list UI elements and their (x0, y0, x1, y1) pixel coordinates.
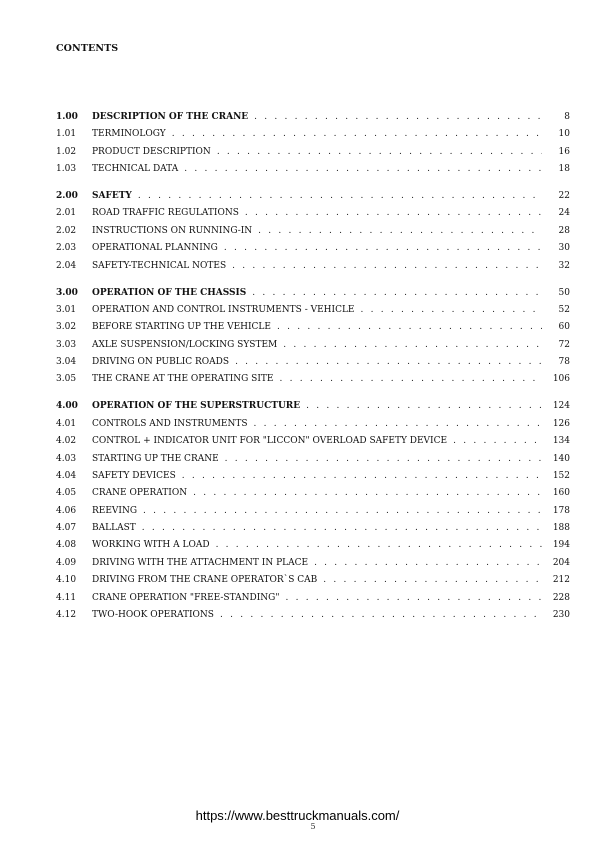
toc-entry-row (56, 471, 570, 488)
toc-entry-row (56, 593, 570, 610)
toc-number: 4.05 (56, 488, 77, 499)
toc-title: CRANE OPERATION (92, 488, 188, 499)
toc-title: THE CRANE AT THE OPERATING SITE (92, 374, 274, 385)
toc-section-row (56, 112, 570, 129)
toc-title: CONTROLS AND INSTRUMENTS (92, 418, 248, 429)
toc-number: 3.02 (56, 322, 77, 333)
toc-entry-row (56, 575, 570, 592)
toc-section-row (56, 191, 570, 208)
toc-title: TWO-HOOK OPERATIONS (92, 610, 214, 621)
toc-number: 2.03 (56, 243, 77, 254)
toc-leader-dots (252, 288, 542, 298)
page-title: CONTENTS (56, 43, 119, 54)
toc-number: 1.03 (56, 164, 77, 175)
toc-title: STARTING UP THE CRANE (92, 453, 219, 464)
toc-entry-row (56, 610, 570, 627)
toc-leader-dots (361, 305, 542, 315)
toc-entry-row (56, 322, 570, 339)
toc-entry-row (56, 129, 570, 146)
toc-entry-row (56, 243, 570, 260)
toc-leader-dots (193, 488, 542, 498)
toc-entry-row (56, 261, 570, 278)
toc-number: 3.00 (56, 287, 78, 298)
toc-leader-dots (172, 129, 542, 139)
toc-page-number: 18 (558, 164, 570, 175)
toc-leader-dots (182, 471, 542, 481)
toc-number: 4.11 (56, 592, 77, 603)
toc-number: 4.00 (56, 401, 78, 412)
toc-number: 4.02 (56, 436, 77, 447)
toc-title: INSTRUCTIONS ON RUNNING-IN (92, 225, 253, 236)
toc-number: 4.04 (56, 470, 77, 481)
toc-leader-dots (323, 575, 542, 585)
toc-number: 4.12 (56, 610, 77, 621)
toc-leader-dots (285, 593, 542, 603)
toc-leader-dots (142, 523, 542, 533)
toc-leader-dots (232, 261, 542, 271)
toc-page-number: 60 (558, 322, 570, 333)
toc-entry-row (56, 558, 570, 575)
toc-entry-row (56, 374, 570, 391)
toc-leader-dots (184, 164, 542, 174)
toc-entry-row (56, 540, 570, 557)
toc-page-number: 230 (552, 610, 570, 621)
toc-title: BEFORE STARTING UP THE VEHICLE (92, 322, 271, 333)
toc-entry-row (56, 419, 570, 436)
toc-page-number: 8 (564, 112, 570, 122)
toc-title: BALLAST (92, 523, 136, 534)
toc-entry-row (56, 357, 570, 374)
toc-page-number: 28 (558, 225, 570, 236)
toc-page-number: 194 (552, 540, 570, 551)
toc-title: DRIVING FROM THE CRANE OPERATOR`S CAB (92, 575, 318, 586)
toc-title: OPERATION OF THE SUPERSTRUCTURE (92, 401, 301, 412)
toc-number: 2.04 (56, 260, 77, 271)
toc-title: AXLE SUSPENSION/LOCKING SYSTEM (92, 339, 278, 350)
toc-leader-dots (258, 226, 542, 236)
toc-number: 3.01 (56, 304, 77, 315)
toc-page-number: 134 (552, 436, 570, 447)
toc-number: 4.10 (56, 575, 77, 586)
toc-title: TERMINOLOGY (92, 129, 166, 140)
toc-entry-row (56, 208, 570, 225)
toc-page-number: 106 (552, 374, 570, 385)
toc-page-number: 30 (558, 243, 570, 254)
toc-title: DRIVING ON PUBLIC ROADS (92, 357, 230, 368)
toc-number: 3.05 (56, 374, 77, 385)
toc-leader-dots (283, 340, 542, 350)
toc-page-number: 22 (558, 191, 570, 202)
toc-page-number: 212 (552, 575, 570, 586)
toc-title: PRODUCT DESCRIPTION (92, 146, 211, 157)
toc-leader-dots (138, 191, 542, 201)
toc-title: WORKING WITH A LOAD (92, 540, 210, 551)
toc-number: 3.04 (56, 357, 77, 368)
toc-entry-row (56, 164, 570, 181)
toc-page-number: 160 (552, 488, 570, 499)
toc-leader-dots (306, 401, 542, 411)
toc-number: 4.08 (56, 540, 77, 551)
toc-leader-dots (314, 558, 542, 568)
toc-title: CONTROL + INDICATOR UNIT FOR "LICCON" OVERLOAD SAFETY DEVICE (92, 436, 448, 447)
toc-title: OPERATION OF THE CHASSIS (92, 287, 247, 298)
toc-section-row (56, 401, 570, 418)
toc-number: 4.09 (56, 557, 77, 568)
toc-section (56, 191, 570, 278)
toc-number: 2.01 (56, 208, 77, 219)
toc-page-number: 152 (552, 470, 570, 481)
table-of-contents (56, 112, 570, 637)
toc-leader-dots (217, 147, 542, 157)
toc-title: ROAD TRAFFIC REGULATIONS (92, 208, 239, 219)
toc-title: TECHNICAL DATA (92, 164, 179, 175)
toc-entry-row (56, 340, 570, 357)
toc-number: 3.03 (56, 339, 77, 350)
toc-page-number: 124 (552, 401, 570, 412)
toc-leader-dots (277, 322, 542, 332)
toc-section (56, 401, 570, 627)
toc-entry-row (56, 506, 570, 523)
toc-leader-dots (245, 208, 542, 218)
toc-entry-row (56, 226, 570, 243)
toc-page-number: 126 (552, 418, 570, 429)
toc-page-number: 32 (558, 260, 570, 271)
toc-leader-dots (235, 357, 542, 367)
toc-number: 1.01 (56, 129, 77, 140)
toc-page-number: 188 (552, 523, 570, 534)
toc-number: 4.03 (56, 453, 77, 464)
toc-number: 4.06 (56, 505, 77, 516)
toc-title: SAFETY DEVICES (92, 470, 176, 481)
page-number: 5 (310, 822, 316, 831)
toc-leader-dots (254, 419, 542, 429)
toc-entry-row (56, 147, 570, 164)
toc-page-number: 140 (552, 453, 570, 464)
toc-title: OPERATION AND CONTROL INSTRUMENTS - VEHICLE (92, 304, 355, 315)
toc-title: DESCRIPTION OF THE CRANE (92, 112, 249, 122)
toc-leader-dots (254, 112, 542, 122)
toc-title: SAFETY-TECHNICAL NOTES (92, 260, 227, 271)
toc-leader-dots (225, 454, 542, 464)
toc-page-number: 52 (558, 304, 570, 315)
toc-number: 2.00 (56, 191, 78, 202)
toc-entry-row (56, 436, 570, 453)
toc-entry-row (56, 488, 570, 505)
toc-title: DRIVING WITH THE ATTACHMENT IN PLACE (92, 557, 309, 568)
toc-page-number: 228 (552, 592, 570, 603)
toc-leader-dots (224, 243, 542, 253)
toc-title: REEVING (92, 505, 138, 516)
toc-section (56, 288, 570, 392)
toc-page-number: 72 (558, 339, 570, 350)
footer-url: https://www.besttruckmanuals.com/ (195, 808, 400, 823)
toc-leader-dots (216, 540, 542, 550)
toc-entry-row (56, 454, 570, 471)
toc-page-number: 24 (558, 208, 570, 219)
toc-title: OPERATIONAL PLANNING (92, 243, 218, 254)
toc-section (56, 112, 570, 182)
toc-page-number: 16 (558, 146, 570, 157)
toc-number: 4.07 (56, 523, 77, 534)
toc-page-number: 178 (552, 505, 570, 516)
toc-leader-dots (279, 374, 542, 384)
toc-page-number: 78 (558, 357, 570, 368)
toc-section-row (56, 288, 570, 305)
toc-page-number: 10 (558, 129, 570, 140)
toc-page-number: 50 (558, 287, 570, 298)
toc-entry-row (56, 305, 570, 322)
toc-number: 2.02 (56, 225, 77, 236)
toc-page-number: 204 (552, 557, 570, 568)
toc-entry-row (56, 523, 570, 540)
toc-leader-dots (143, 506, 542, 516)
toc-title: SAFETY (92, 191, 132, 202)
toc-number: 1.00 (56, 112, 78, 122)
toc-leader-dots (220, 610, 542, 620)
toc-title: CRANE OPERATION "FREE-STANDING" (92, 592, 280, 603)
toc-leader-dots (453, 436, 542, 446)
toc-number: 4.01 (56, 418, 77, 429)
toc-number: 1.02 (56, 146, 77, 157)
